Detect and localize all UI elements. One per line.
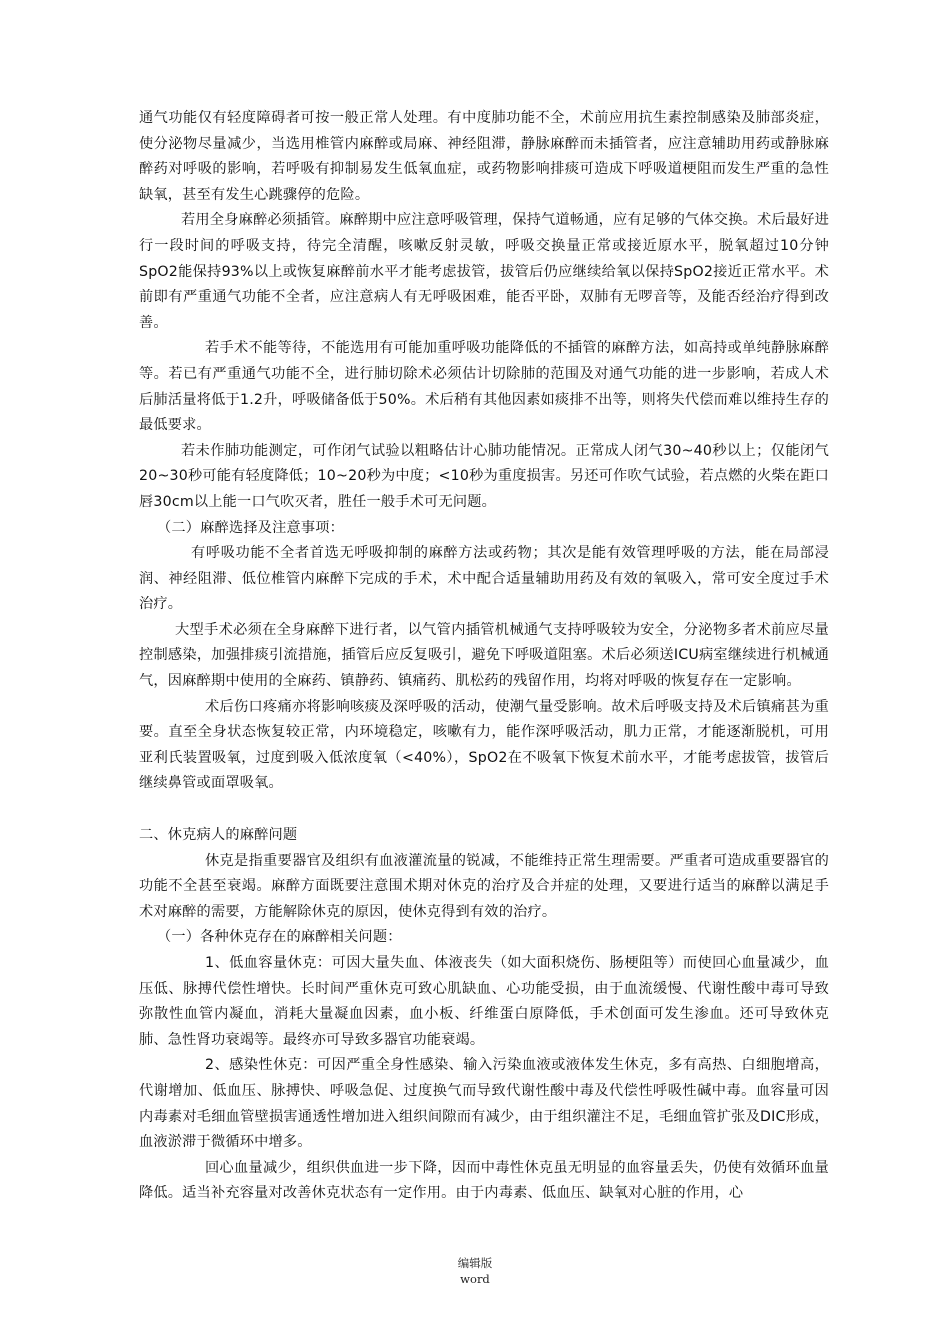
paragraph: 若未作肺功能测定，可作闭气试验以粗略估计心肺功能情况。正常成人闭气30~40秒以上；仅能闭气20~30秒可能有轻度降低；10~20秒为中度；<10秒为重度损害。另还可作吹气试验，若点燃的火柴在距口唇30cm以上能一口气吹灭者，胜任一般手术可无问题。 xyxy=(139,442,829,510)
section-subheading: （二）麻醉选择及注意事项： xyxy=(157,519,345,536)
paragraph: 有呼吸功能不全者首选无呼吸抑制的麻醉方法或药物；其次是能有效管理呼吸的方法，能在局部浸润、神经阻滞、低位椎管内麻醉下完成的手术，术中配合适量辅助用药及有效的氧吸入，常可安全度过手术治疗。 xyxy=(139,545,829,613)
paragraph: 1、低血容量休克：可因大量失血、体液丧失（如大面积烧伤、肠梗阻等）而使回心血量减少，血压低、脉搏代偿性增快。长时间严重休克可致心肌缺血、心功能受损，由于血流缓慢、代谢性酸中毒可导致弥散性血管内凝血，消耗大量凝血因素，血小板、纤维蛋白原降低，手术创面可发生渗血。还可导致休克肺、急性肾功衰竭等。最终亦可导致多器官功能衰竭。 xyxy=(139,955,829,1048)
page-footer xyxy=(0,1255,950,1287)
paragraph: 休克是指重要器官及组织有血液灌流量的锐减，不能维持正常生理需要。严重者可造成重要器官的功能不全甚至衰竭。麻醉方面既要注意围术期对休克的治疗及合并症的处理，又要进行适当的麻醉以满足手术对麻醉的需要，方能解除休克的原因，使休克得到有效的治疗。 xyxy=(139,852,829,920)
section-heading: 二、休克病人的麻醉问题 xyxy=(139,827,298,844)
paragraph: 通气功能仅有轻度障碍者可按一般正常人处理。有中度肺功能不全，术前应用抗生素控制感染及肺部炎症，使分泌物尽量减少，当选用椎管内麻醉或局麻、神经阻滞，静脉麻醉而未插管者，应注意辅助用药或静脉麻醉药对呼吸的影响，若呼吸有抑制易发生低氧血症，或药物影响排痰可造成下呼吸道梗阻而发生严重的急性缺氧，甚至有发生心跳骤停的危险。 xyxy=(139,110,829,203)
paragraph: 若手术不能等待，不能选用有可能加重呼吸功能降低的不插管的麻醉方法，如高持或单纯静脉麻醉等。若已有严重通气功能不全，进行肺切除术必须估计切除肺的范围及对通气功能的进一步影响，若成人术后肺活量将低于1.2升，呼吸储备低于50%。术后稍有其他因素如痰排不出等，则将失代偿而难以维持生存的最低要求。 xyxy=(139,340,829,434)
footer-line-1: 编辑版 xyxy=(457,1256,493,1270)
spacer xyxy=(139,797,829,823)
section-subheading: （一）各种休克存在的麻醉相关问题： xyxy=(157,929,402,946)
paragraph: 2、感染性休克：可因严重全身性感染、输入污染血液或液体发生休克，多有高热、白细胞增高，代谢增加、低血压、脉搏快、呼吸急促、过度换气而导致代谢性酸中毒及代偿性呼吸性碱中毒。血容量可因内毒素对毛细血管壁损害通透性增加进入组织间隙而有减少，由于组织灌注不足，毛细血管扩张及DIC形成，血液淤滞于微循环中增多。 xyxy=(139,1057,829,1151)
footer-line-2: word xyxy=(460,1272,490,1286)
paragraph: 大型手术必须在全身麻醉下进行者，以气管内插管机械通气支持呼吸较为安全，分泌物多者术前应尽量控制感染，加强排痰引流措施，插管后应反复吸引，避免下呼吸道阻塞。术后必须送ICU病室继续进行机械通气，因麻醉期中使用的全麻药、镇静药、镇痛药、肌松药的残留作用，均将对呼吸的恢复存在一定影响。 xyxy=(139,621,829,690)
paragraph: 术后伤口疼痛亦将影响咳痰及深呼吸的活动，使潮气量受影响。故术后呼吸支持及术后镇痛甚为重要。直至全身状态恢复较正常，内环境稳定，咳嗽有力，能作深呼吸活动，肌力正常，才能逐渐脱机，可用亚利氏装置吸氧，过度到吸入低浓度氧（<40%），SpO2在不吸氧下恢复术前水平，才能考虑拔管，拔管后继续鼻管或面罩吸氧。 xyxy=(139,698,829,792)
document-body xyxy=(139,106,829,1207)
paragraph: 若用全身麻醉必须插管。麻醉期中应注意呼吸管理，保持气道畅通，应有足够的气体交换。术后最好进行一段时间的呼吸支持，待完全清醒，咳嗽反射灵敏，呼吸交换量正常或接近原水平，脱氧超过10分钟SpO2能保持93%以上或恢复麻醉前水平才能考虑拔管，拔管后仍应继续给氧以保持SpO2接近正常水平。术前即有严重通气功能不全者，应注意病人有无呼吸困难，能否平卧，双肺有无啰音等，及能否经治疗得到改善。 xyxy=(139,212,829,331)
paragraph: 回心血量减少，组织供血进一步下降，因而中毒性休克虽无明显的血容量丢失，仍使有效循环血量降低。适当补充容量对改善休克状态有一定作用。由于内毒素、低血压、缺氧对心脏的作用，心 xyxy=(139,1159,829,1202)
